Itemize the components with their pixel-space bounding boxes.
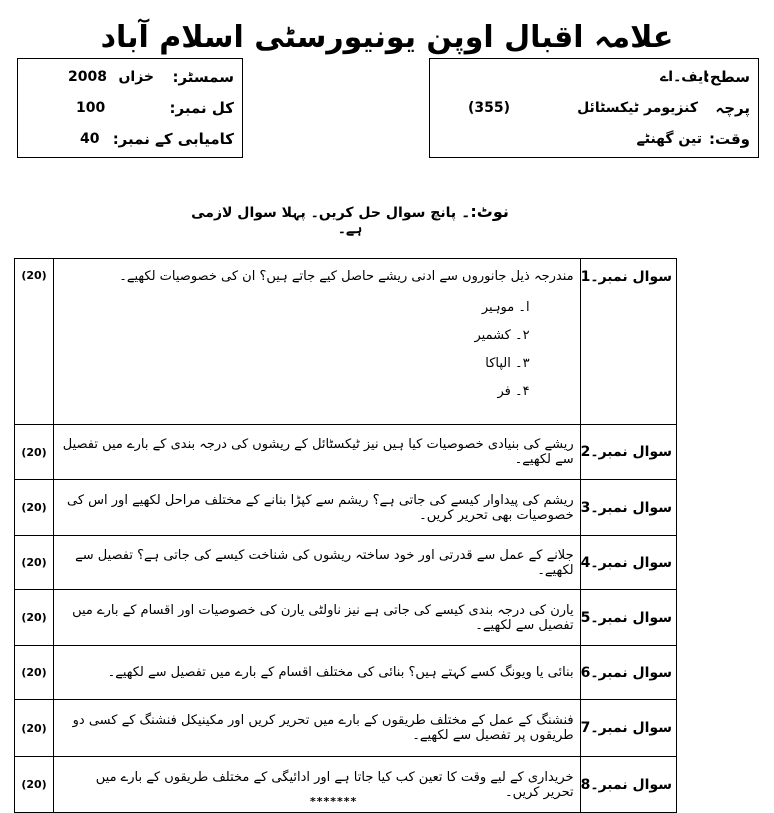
question-marks: (20) [15,480,54,536]
question-body [54,700,581,757]
passing-marks-label: کامیابی کے نمبر: [112,130,234,148]
question-label-cell [580,757,676,813]
paper-label: پرچہ [715,99,750,117]
paper-code: (355) [468,100,511,116]
question-row [15,700,677,757]
question-label-cell [580,425,676,480]
question-label: سوال نمبر۔4 [580,554,672,571]
question-text: ریشے کی بنیادی خصوصیات کیا ہیں نیز ٹیکسٹائل کے ریشوں کی درجہ بندی کے بارے میں تفصیل سے لکھیے۔ [62,437,574,467]
question-body [54,536,581,590]
questions-table [14,258,677,813]
total-marks-label: کل نمبر: [169,99,234,117]
total-marks-value: 100 [76,100,106,116]
question-label: سوال نمبر۔1 [580,269,672,285]
question-text: بنائی یا ویونگ کسے کہتے ہیں؟ بنائی کی مختلف اقسام کے بارے میں تفصیل سے لکھیے۔ [107,665,574,680]
question-row [15,590,677,646]
question-marks: (20) [15,425,54,480]
semester-season: خزاں [118,69,154,85]
question-text: مندرجہ ذیل جانوروں سے ادنی ریشے حاصل کیے جاتے ہیں؟ ان کی خصوصیات لکھیے۔ [119,269,574,284]
time-label: وقت: [708,130,750,148]
question-body [54,646,581,700]
sub-item: ۲۔ کشمیر [474,328,530,343]
paper-value: کنزیومر ٹیکسٹائل [577,100,698,116]
question-text: یارن کی درجہ بندی کیسے کی جاتی ہے نیز ناولٹی یارن کی خصوصیات اور اقسام کے بارے میں تفصیل سے لکھیے۔ [72,602,574,633]
sub-item: ا۔ موہیر [481,300,530,315]
sub-item: ۳۔ الپاکا [485,356,530,371]
question-body [54,259,581,425]
exam-info-box-left [17,58,243,158]
question-row [15,259,677,425]
question-row [15,646,677,700]
question-label: سوال نمبر۔2 [580,444,672,460]
semester-label: سمسٹر: [172,68,234,86]
question-marks: (20) [15,590,54,646]
level-label: سطح: [703,68,750,86]
question-text: فنشنگ کے عمل کے مختلف طریقوں کے بارے میں تحریر کریں اور مکینیکل فنشنگ کے کسی دو طریقوں پر تفصیل سے لکھیے۔ [72,713,574,743]
level-row [430,61,758,93]
passing-marks-row [18,123,242,155]
question-label: سوال نمبر۔3 [580,499,672,516]
semester-row [18,61,242,93]
sub-item: ۴۔ فر [497,384,530,399]
question-row [15,480,677,536]
sub-item-list [54,294,530,406]
instructions-note [190,202,510,237]
exam-info-box-right [429,58,759,158]
note-text: پانچ سوال حل کریں۔ پہلا سوال لازمی ہے۔ [191,205,457,237]
total-marks-row [18,92,242,124]
question-row [15,536,677,590]
question-body [54,590,581,646]
paper-row [430,92,758,124]
question-marks: (20) [15,700,54,757]
question-label: سوال نمبر۔6 [580,664,672,681]
question-row [15,425,677,480]
question-label-cell [580,590,676,646]
question-label-cell [580,259,676,425]
question-text: خریداری کے لیے وقت کا تعین کب کیا جاتا ہے اور ادائیگی کے مختلف طریقوں کے بارے میں تحریر کریں۔ [95,769,574,800]
question-marks: (20) [15,536,54,590]
time-row [430,123,758,155]
question-text: جلانے کے عمل سے قدرتی اور خود ساختہ ریشوں کی شناخت کیسے کی جاتی ہے؟ تفصیل سے لکھیے۔ [75,547,574,578]
question-text: ریشم کی پیداوار کیسے کی جاتی ہے؟ ریشم سے کپڑا بنانے کے مختلف مراحل لکھیے اور اس کی خصوصیات بھی تحریر کریں۔ [67,492,574,523]
question-body [54,425,581,480]
time-value: تین گھنٹے [636,131,702,147]
passing-marks-value: 40 [80,131,100,147]
university-title: علامہ اقبال اوپن یونیورسٹی اسلام آباد [100,20,674,55]
question-marks: (20) [15,259,54,425]
level-value: ایف۔اے [660,69,708,85]
question-label-cell [580,700,676,757]
question-marks: (20) [15,757,54,813]
question-label: سوال نمبر۔8 [580,776,672,793]
note-label: نوٹ:۔ [460,202,509,221]
question-label-cell [580,646,676,700]
question-label-cell [580,536,676,590]
question-label-cell [580,480,676,536]
semester-year: 2008 [68,69,107,85]
question-label: سوال نمبر۔7 [580,720,672,736]
question-marks: (20) [15,646,54,700]
question-body [54,480,581,536]
question-label: سوال نمبر۔5 [580,609,672,626]
end-marker: ******* [310,795,358,808]
